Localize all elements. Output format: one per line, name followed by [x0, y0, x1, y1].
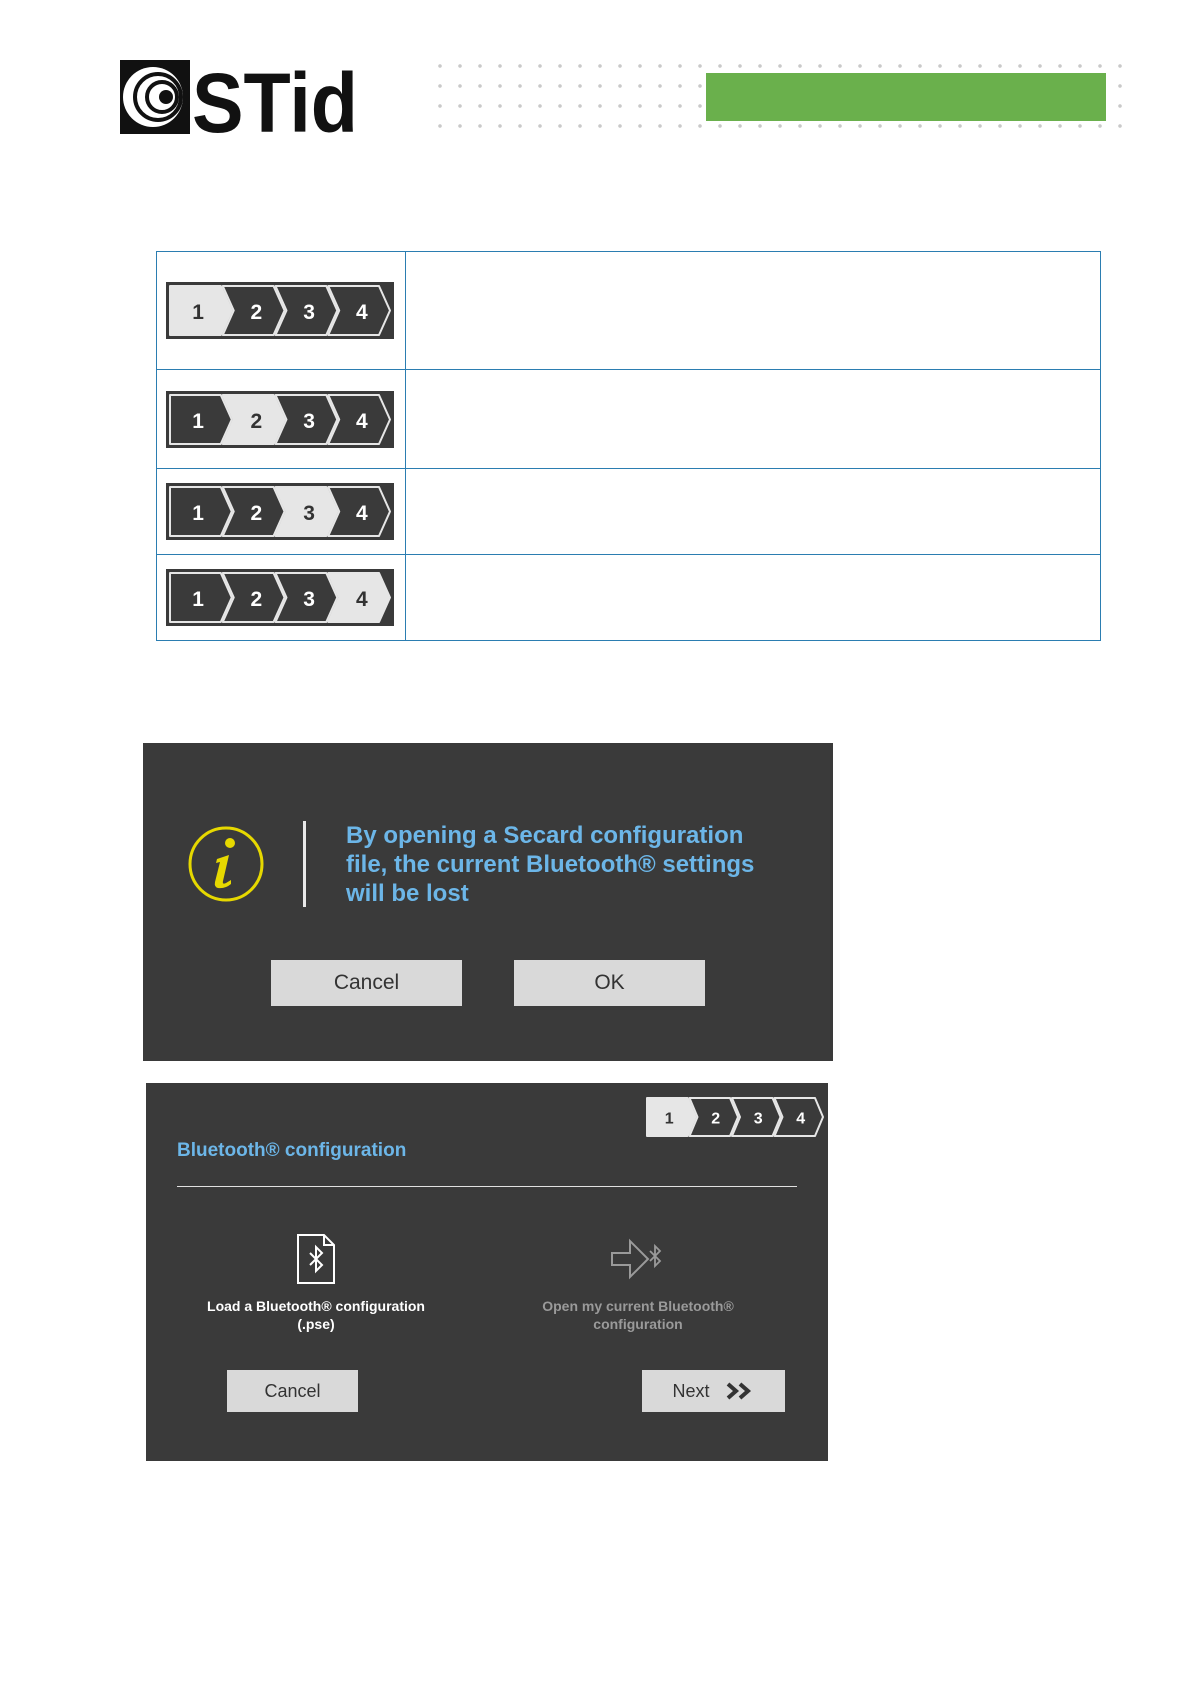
step-number: 4 — [356, 300, 368, 324]
step-indicator — [166, 282, 394, 339]
table-row — [157, 555, 1101, 641]
step-number: 1 — [192, 409, 204, 433]
step-number: 3 — [303, 501, 315, 525]
warning-message: By opening a Secard configuration file, the current Bluetooth® settings will be lost — [346, 822, 755, 907]
table-row — [157, 252, 1101, 370]
bluetooth-config-dialog — [146, 1083, 828, 1461]
step-number: 1 — [664, 1110, 674, 1128]
step-number: 2 — [711, 1110, 721, 1128]
option-label-ext: (.pse) — [297, 1316, 335, 1332]
step-number: 4 — [796, 1110, 806, 1128]
dialog-title: Bluetooth® configuration — [177, 1140, 407, 1161]
option-label: Load a Bluetooth® configuration — [207, 1298, 425, 1314]
table-cell-image — [157, 252, 406, 370]
step-indicator — [166, 569, 394, 626]
option-label-ext: configuration — [593, 1316, 683, 1332]
step-number: 2 — [250, 300, 263, 324]
table-row — [157, 469, 1101, 555]
next-label: Next — [672, 1380, 710, 1401]
step-number: 2 — [250, 587, 263, 611]
step-indicator — [166, 483, 394, 540]
step-number: 2 — [250, 501, 263, 525]
load-config-option[interactable] — [186, 1233, 446, 1333]
step-number: 4 — [356, 587, 368, 611]
cancel-button[interactable]: Cancel — [271, 960, 462, 1006]
table-cell-image — [157, 555, 406, 641]
table-row — [157, 370, 1101, 469]
table-cell-description — [406, 252, 1101, 370]
open-current-config-option[interactable] — [508, 1233, 768, 1333]
table-cell-description — [406, 469, 1101, 555]
cancel-button[interactable]: Cancel — [227, 1370, 358, 1412]
bluetooth-file-icon — [294, 1233, 338, 1285]
arrow-bluetooth-icon — [608, 1233, 668, 1285]
step-number: 4 — [356, 409, 368, 433]
table-cell-description — [406, 555, 1101, 641]
step-number: 1 — [192, 587, 204, 611]
step-number: 3 — [303, 587, 315, 611]
step-number: 1 — [192, 501, 204, 525]
table-cell-image — [157, 370, 406, 469]
logo-text: STid — [192, 58, 358, 138]
warning-dialog — [143, 743, 833, 1061]
info-icon — [187, 825, 265, 903]
option-label: Open my current Bluetooth® — [542, 1298, 734, 1314]
step-number: 3 — [303, 300, 315, 324]
header-accent-bar — [706, 73, 1106, 121]
double-chevron-right-icon — [725, 1381, 755, 1401]
step-number: 3 — [753, 1110, 763, 1128]
step-number: 2 — [250, 409, 263, 433]
steps-table — [156, 251, 1101, 641]
step-number: 1 — [192, 300, 204, 324]
step-number: 4 — [356, 501, 368, 525]
stid-logo — [120, 58, 360, 138]
next-button[interactable] — [642, 1370, 785, 1412]
vertical-divider — [303, 821, 306, 907]
table-cell-description — [406, 370, 1101, 469]
step-indicator — [166, 391, 394, 448]
step-indicator — [646, 1097, 824, 1137]
divider — [177, 1186, 797, 1187]
step-number: 3 — [303, 409, 315, 433]
ok-button[interactable]: OK — [514, 960, 705, 1006]
table-cell-image — [157, 469, 406, 555]
